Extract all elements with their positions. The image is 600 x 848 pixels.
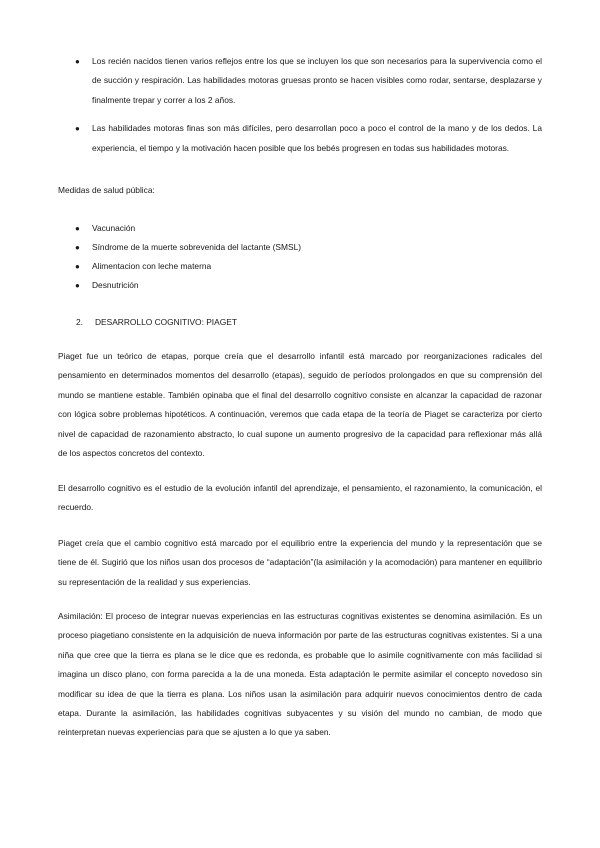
list-item-text: Síndrome de la muerte sobrevenida del lactante (SMSL) xyxy=(92,242,302,252)
public-health-title: Medidas de salud pública: xyxy=(58,185,155,195)
assimilation-text: El proceso de integrar nuevas experiencias en las estructuras cognitivas existentes se denomina asimilación. Es un proceso piagetiano consistente en la adquisición de nueva información por parte de las estructuras cognitivas existentes. Si a una niña que cree que la tierra es plana se le dice que es redonda, es probable que lo asimile cognitivamente con más facilidad si imagina un disco plano, con forma parecida a la de una moneda. Esta adaptación le permite asimilar el concepto novedoso sin modificar su idea de que la tierra es plana. Los niños usan la asimilación para adquirir nuevos conocimientos dentro de cada etapa. Durante la asimilación, las habilidades cognitivas subyacentes y su visión del mundo no cambian, de modo que reinterpretan nuevas experiencias para que se ajusten a lo que ya saben. xyxy=(58,611,542,738)
section-heading xyxy=(76,313,237,332)
paragraph-cognitive-definition: El desarrollo cognitivo es el estudio de la evolución infantil del aprendizaje, el pensamiento, el razonamiento, la comunicación, el recuerdo. xyxy=(58,483,542,513)
list-item-text: Alimentacion con leche materna xyxy=(92,261,212,271)
bullet-icon: ● xyxy=(75,281,80,290)
list-item-text: Desnutrición xyxy=(92,280,139,290)
public-health-list xyxy=(58,219,542,295)
paragraph-adaptation: Piaget creía que el cambio cognitivo está marcado por el equilibrio entre la experiencia del mundo y la representación que se tiene de él. Sugirió que los niños usan dos procesos de “adaptación”(la asimilación y la acomodación) para mantener en equilibrio su representación de la realidad y sus experiencias. xyxy=(58,538,542,587)
section-title: DESARROLLO COGNITIVO: PIAGET xyxy=(95,317,237,327)
list-item-text: Las habilidades motoras finas son más difíciles, pero desarrollan poco a poco el control de la mano y de los dedos. La experiencia, el tiempo y la motivación hacen posible que los bebés progresen en todas sus habilidades motoras. xyxy=(92,123,542,153)
bullet-icon: ● xyxy=(75,262,80,271)
list-item xyxy=(58,276,542,295)
paragraph-assimilation xyxy=(58,607,542,743)
list-item-text: Vacunación xyxy=(92,223,136,233)
list-item xyxy=(58,257,542,276)
assimilation-term: Asimilación: xyxy=(58,611,103,621)
bullet-icon: ● xyxy=(75,243,80,252)
bullet-icon: ● xyxy=(75,57,80,66)
motor-skills-list xyxy=(58,52,542,158)
list-item xyxy=(58,238,542,257)
list-item xyxy=(58,52,542,110)
list-item xyxy=(58,219,542,238)
list-item-text: Los recién nacidos tienen varios reflejos entre los que se incluyen los que son necesarios para la supervivencia como el de succión y respiración. Las habilidades motoras gruesas pronto se hacen visibles como rodar, sentarse, desplazarse y finalmente trepar y correr a los 2 años. xyxy=(92,56,542,105)
section-number: 2. xyxy=(76,317,83,327)
list-item xyxy=(58,119,542,158)
bullet-icon: ● xyxy=(75,224,80,233)
paragraph-piaget-stages: Piaget fue un teórico de etapas, porque creía que el desarrollo infantil está marcado por reorganizaciones radicales del pensamiento en determinados momentos del desarrollo (etapas), seguido de períodos prolongados en que su comprensión del mundo se mantiene estable. También opinaba que el final del desarrollo cognitivo consiste en alcanzar la capacidad de razonar con lógica sobre problemas hipotéticos. A continuación, veremos que cada etapa de la teoría de Piaget se caracteriza por cierto nivel de capacidad de razonamiento abstracto, lo cual supone un aumento progresivo de la capacidad para reflexionar más allá de los aspectos concretos del contexto. xyxy=(58,351,542,459)
bullet-icon: ● xyxy=(75,124,80,134)
